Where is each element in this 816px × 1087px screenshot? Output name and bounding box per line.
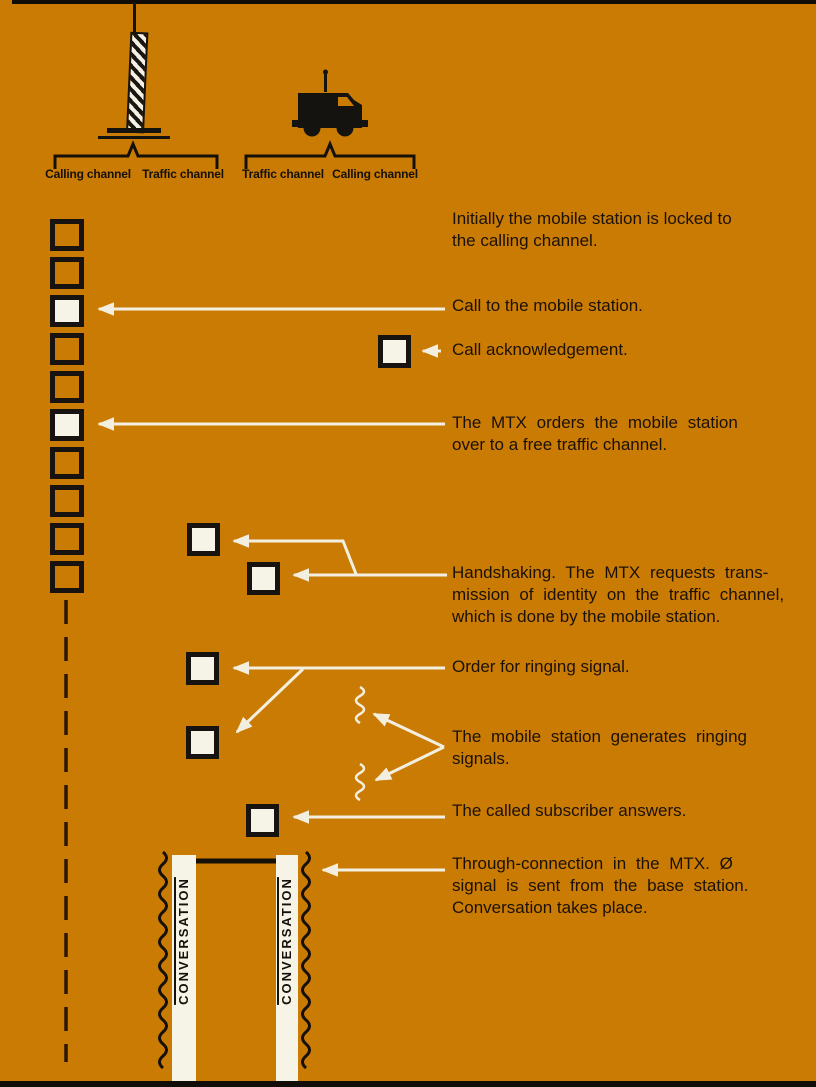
- page-bottom-edge: [0, 1081, 816, 1087]
- annotation-handshaking: Handshaking. The MTX requests trans- mission of identity on the traffic channel, which is done by the mobile station.: [452, 563, 785, 626]
- annotation-initial-lock: Initially the mobile station is locked to the calling channel.: [452, 209, 732, 250]
- label-mobile-traffic-channel: Traffic channel: [242, 167, 324, 181]
- annotation-mtx-order: The MTX orders the mobile station over to a free traffic channel.: [452, 413, 738, 454]
- conversation-label-right: CONVERSATION: [279, 877, 294, 1005]
- zigzag-line-left: [160, 852, 167, 1068]
- annotation-call-ack: Call acknowledgement.: [452, 340, 628, 359]
- ringing-squiggle-top: [356, 687, 364, 723]
- zigzag-line-right: [303, 852, 310, 1068]
- conversation-label-left: CONVERSATION: [176, 877, 191, 1005]
- label-mobile-calling-channel: Calling channel: [332, 167, 418, 181]
- annotation-subscriber-answers: The called subscriber answers.: [452, 801, 687, 820]
- arrow-ring-order-branch: [237, 669, 303, 732]
- pointer-ringing-lower: [376, 747, 444, 780]
- annotation-ringing-signals: The mobile station generates ringing signals.: [452, 727, 747, 768]
- annotation-through-connection: Through-connection in the MTX. Ø signal is sent from the base station. Conversation takes place.: [452, 854, 749, 917]
- ringing-squiggle-bottom: [356, 764, 364, 800]
- pointer-ringing-upper: [374, 714, 444, 747]
- annotation-call-to-mobile: Call to the mobile station.: [452, 296, 643, 315]
- label-base-traffic-channel: Traffic channel: [142, 167, 224, 181]
- label-base-calling-channel: Calling channel: [45, 167, 131, 181]
- annotation-ring-order: Order for ringing signal.: [452, 657, 630, 676]
- arrow-handshake-upper: [234, 541, 356, 574]
- through-connection-bracket: [188, 861, 284, 878]
